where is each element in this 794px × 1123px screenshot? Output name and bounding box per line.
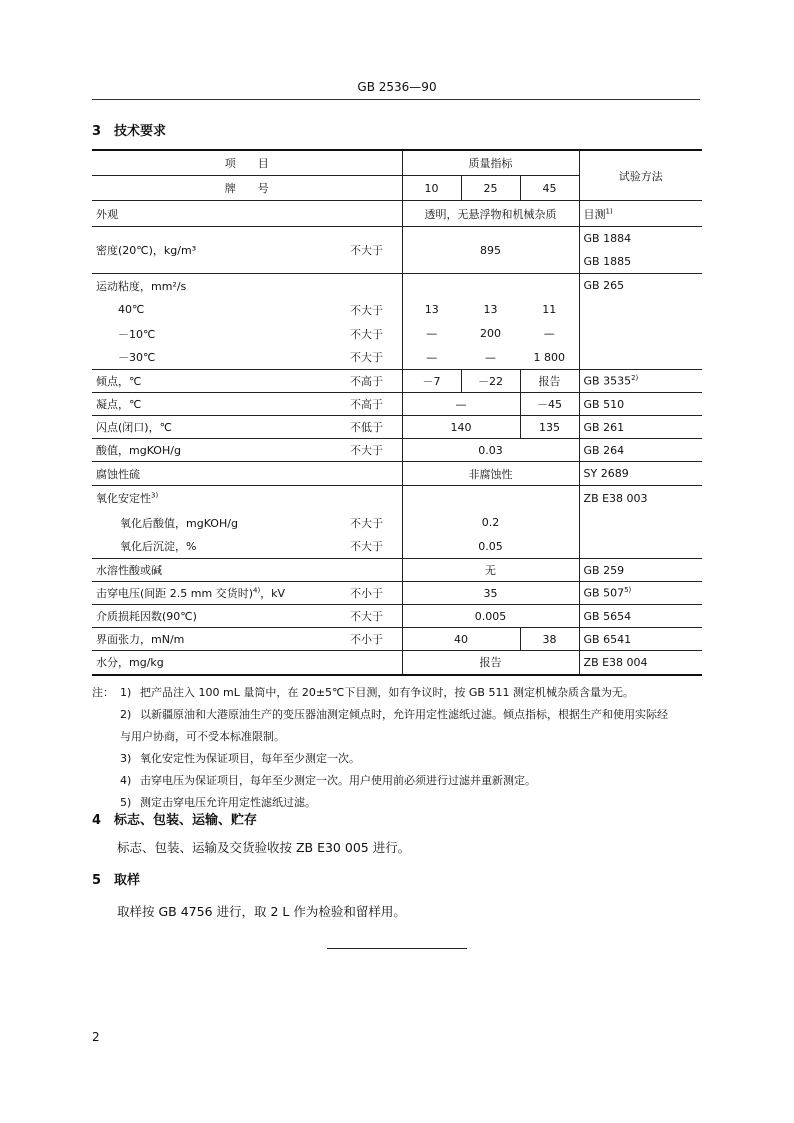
oxidation-label-sup: 3) <box>151 491 159 500</box>
vm30-45: 1 800 <box>520 346 579 370</box>
header-quality: 质量指标 <box>402 150 579 176</box>
flash-10-25: 140 <box>402 416 520 439</box>
notes-label: 注： <box>92 686 114 699</box>
header-item: 项 目 <box>92 150 402 176</box>
vm30-25: — <box>461 346 520 370</box>
breakdown-label-sup: 4) <box>253 586 261 595</box>
cond-method: GB 510 <box>579 393 702 416</box>
oxacid-label: 氧化后酸值，mgKOH/g <box>120 516 238 530</box>
end-rule <box>327 948 467 949</box>
note-3-num: 3) <box>120 752 132 765</box>
v40-25: 13 <box>483 303 498 316</box>
note-5-text: 测定击穿电压允许用定性滤纸过滤。 <box>140 796 316 809</box>
pour-45: 报告 <box>520 370 579 393</box>
pour-10: －7 <box>402 370 461 393</box>
vm10-cond: 不大于 <box>350 327 383 341</box>
oxidation-label <box>92 486 402 511</box>
note-2-num: 2) <box>120 708 132 721</box>
flash-method: GB 261 <box>579 416 702 439</box>
cond-label: 凝点，℃ <box>92 393 346 416</box>
oxacid-cond: 不大于 <box>350 516 383 530</box>
row-oxidation-sediment <box>92 535 702 559</box>
sulfur-label: 腐蚀性硫 <box>92 462 402 486</box>
table-notes <box>92 682 712 814</box>
cond-45: －45 <box>520 393 579 416</box>
oxsed-cond: 不大于 <box>346 535 402 559</box>
v40-cond: 不大于 <box>350 303 383 317</box>
pour-method-text: GB 3535 <box>583 374 632 388</box>
vm10-45: — <box>543 327 555 340</box>
vm10-25: 200 <box>480 327 501 340</box>
section-4-number: 4 <box>92 813 102 828</box>
density-method-2: GB 1885 <box>579 250 702 274</box>
row-water-acid <box>92 559 702 582</box>
moisture-label: 水分，mg/kg <box>92 651 402 675</box>
density-value: 895 <box>402 227 579 274</box>
header-method: 试验方法 <box>579 150 702 201</box>
note-2-text-cont: 与用户协商，可不受本标准限制。 <box>120 730 285 743</box>
acid-cond: 不大于 <box>346 439 402 462</box>
vm10-label: －10℃ <box>118 327 156 341</box>
row-oxidation <box>92 486 702 511</box>
note-1-text: 把产品注入 100 mL 量筒中，在 20±5℃下目测，如有争议时，按 GB 511 测定机械杂质含量为无。 <box>140 686 634 699</box>
viscosity-label: 运动粘度，mm²/s <box>96 279 187 293</box>
section-4-heading <box>92 809 257 828</box>
section-4-title: 标志、包装、运输、贮存 <box>114 813 258 828</box>
row-appearance <box>92 201 702 227</box>
pour-cond: 不高于 <box>346 370 402 393</box>
pour-method-sup: 2) <box>631 374 639 383</box>
brand-25: 25 <box>461 176 520 201</box>
row-breakdown <box>92 582 702 605</box>
standard-header: GB 2536—90 <box>357 80 437 94</box>
cond-10-25: — <box>402 393 520 416</box>
water-acid-value: 无 <box>402 559 579 582</box>
appearance-method-sup: 1) <box>605 206 613 215</box>
appearance-value: 透明，无悬浮物和机械杂质 <box>402 201 579 227</box>
section-4-text: 标志、包装、运输及交货验收按 ZB E30 005 进行。 <box>117 840 411 855</box>
row-condensation <box>92 393 702 416</box>
section-5-title: 取样 <box>114 873 141 888</box>
tension-method: GB 6541 <box>579 628 702 651</box>
v40-10: 13 <box>402 298 461 322</box>
row-density <box>92 227 702 250</box>
note-5-num: 5) <box>120 796 132 809</box>
row-sulfur <box>92 462 702 486</box>
tension-cond: 不小于 <box>346 628 402 651</box>
oxsed-label: 氧化后沉淀，% <box>92 535 346 559</box>
header-rule <box>92 99 700 100</box>
section-5-heading <box>92 869 140 888</box>
dielectric-value: 0.005 <box>402 605 579 628</box>
viscosity-method: GB 265 <box>579 274 702 298</box>
note-4-text: 击穿电压为保证项目，每年至少测定一次。用户使用前必须进行过滤并重新测定。 <box>140 774 536 787</box>
section-3-title: 技术要求 <box>114 124 167 139</box>
oxsed-value: 0.05 <box>402 535 579 559</box>
section-3-number: 3 <box>92 124 102 139</box>
section-3-heading <box>92 120 166 139</box>
row-viscosity-m10 <box>92 322 702 346</box>
oxidation-method: ZB E38 003 <box>579 486 702 511</box>
note-2 <box>92 704 712 726</box>
dielectric-method: GB 5654 <box>579 605 702 628</box>
v40-45: 11 <box>542 303 557 316</box>
moisture-value: 报告 <box>402 651 579 675</box>
note-2-cont <box>92 726 712 748</box>
row-oxidation-acid <box>92 511 702 535</box>
vm30-label: －30℃ <box>92 346 346 370</box>
appearance-method-text: 目测 <box>583 207 606 221</box>
appearance-label: 外观 <box>92 201 402 227</box>
density-cond: 不大于 <box>346 227 402 274</box>
tension-45: 38 <box>520 628 579 651</box>
row-acid <box>92 439 702 462</box>
pour-25: －22 <box>461 370 520 393</box>
page-number: 2 <box>92 1030 100 1044</box>
row-pour-point <box>92 370 702 393</box>
row-moisture <box>92 651 702 675</box>
breakdown-label-tail: ，kV <box>260 587 286 600</box>
water-acid-label: 水溶性酸或碱 <box>92 559 402 582</box>
moisture-method: ZB E38 004 <box>579 651 702 675</box>
section-5-number: 5 <box>92 873 102 888</box>
tension-10-25: 40 <box>402 628 520 651</box>
breakdown-label <box>92 582 346 605</box>
dielectric-cond: 不大于 <box>346 605 402 628</box>
water-acid-method: GB 259 <box>579 559 702 582</box>
brand-45: 45 <box>520 176 579 201</box>
sulfur-value: 非腐蚀性 <box>402 462 579 486</box>
note-3 <box>92 748 712 770</box>
pour-label: 倾点，℃ <box>92 370 346 393</box>
row-viscosity-m30 <box>92 346 702 370</box>
brand-10: 10 <box>402 176 461 201</box>
dielectric-label: 介质损耗因数(90℃) <box>92 605 346 628</box>
acid-method: GB 264 <box>579 439 702 462</box>
vm30-cond: 不大于 <box>346 346 402 370</box>
table-header-row <box>92 150 702 176</box>
header-brand: 牌 号 <box>92 176 402 201</box>
flash-45: 135 <box>520 416 579 439</box>
note-2-text: 以新疆原油和大港原油生产的变压器油测定倾点时，允许用定性滤纸过滤。倾点指标，根据生产和使用实际经 <box>140 708 668 721</box>
pour-method <box>579 370 702 393</box>
section-5-text: 取样按 GB 4756 进行，取 2 L 作为检验和留样用。 <box>117 904 406 919</box>
cond-cond: 不高于 <box>346 393 402 416</box>
appearance-method <box>579 201 702 227</box>
acid-label: 酸值，mgKOH/g <box>92 439 346 462</box>
breakdown-value: 35 <box>402 582 579 605</box>
breakdown-method-sup: 5) <box>624 586 632 595</box>
density-label: 密度(20℃)，kg/m³ <box>92 227 346 274</box>
note-1-num: 1) <box>120 686 132 699</box>
oxacid-value: 0.2 <box>402 511 579 535</box>
row-viscosity-40 <box>92 298 702 322</box>
row-flash <box>92 416 702 439</box>
vm30-10: — <box>402 346 461 370</box>
density-method-1: GB 1884 <box>579 227 702 250</box>
breakdown-method-text: GB 507 <box>583 586 625 600</box>
acid-value: 0.03 <box>402 439 579 462</box>
breakdown-label-text: 击穿电压(间距 2.5 mm 交货时) <box>96 587 253 600</box>
v40-label: 40℃ <box>118 303 145 316</box>
note-4 <box>92 770 712 792</box>
flash-cond: 不低于 <box>346 416 402 439</box>
vm10-10: — <box>402 322 461 346</box>
row-tension <box>92 628 702 651</box>
sulfur-method: SY 2689 <box>579 462 702 486</box>
note-3-text: 氧化安定性为保证项目，每年至少测定一次。 <box>140 752 360 765</box>
note-4-num: 4) <box>120 774 132 787</box>
breakdown-cond: 不小于 <box>346 582 402 605</box>
flash-label: 闪点(闭口)，℃ <box>92 416 346 439</box>
note-1 <box>92 682 712 704</box>
oxidation-label-text: 氧化安定性 <box>96 492 151 506</box>
row-dielectric <box>92 605 702 628</box>
tension-label: 界面张力，mN/m <box>92 628 346 651</box>
technical-requirements-table <box>92 149 702 676</box>
breakdown-method <box>579 582 702 605</box>
row-viscosity <box>92 274 702 298</box>
